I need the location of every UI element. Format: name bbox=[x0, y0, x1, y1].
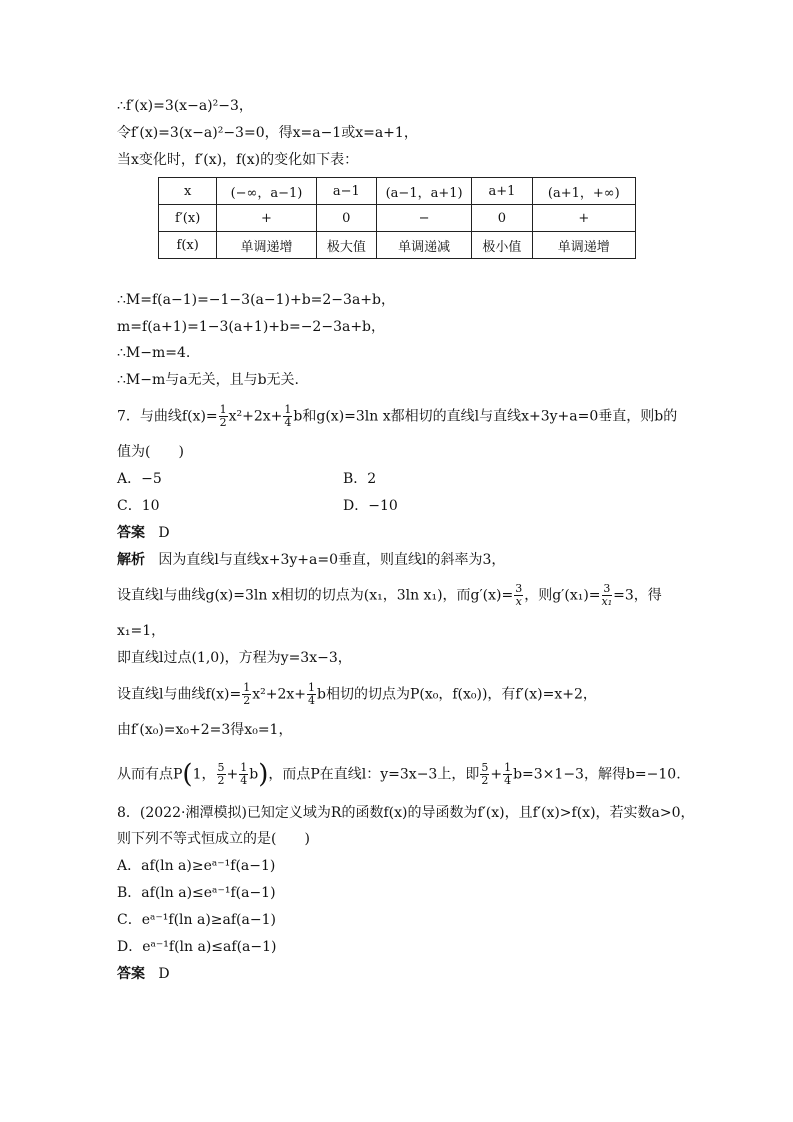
fraction bbox=[480, 762, 489, 787]
answer-line bbox=[117, 964, 170, 984]
option-d: D．−10 bbox=[343, 498, 398, 514]
answer-label: 答案 bbox=[117, 525, 145, 541]
text-span: b相切的切点为P(x₀，f(x₀))，有f′(x)=x+2， bbox=[317, 686, 597, 703]
text-line: 令f′(x)=3(x−a)²−3=0，得x=a−1或x=a+1， bbox=[117, 125, 418, 141]
fraction-denominator: 4 bbox=[504, 774, 512, 787]
fraction bbox=[239, 762, 248, 787]
fraction-numerator: 1 bbox=[504, 761, 512, 774]
text-line: ∴M−m=4. bbox=[117, 345, 191, 361]
table-cell: − bbox=[377, 205, 472, 232]
text-line: m=f(a+1)=1−3(a+1)+b=−2−3a+b， bbox=[117, 319, 386, 335]
fraction-numerator: 1 bbox=[219, 403, 227, 416]
text-span: + bbox=[226, 766, 239, 783]
answer-value: D bbox=[158, 966, 170, 982]
text-line: 即直线l过点(1,0)，方程为y=3x−3， bbox=[117, 650, 352, 666]
table-cell: + bbox=[217, 205, 316, 232]
text-span: b bbox=[249, 766, 259, 783]
question-8-stem: 8．(2022·湘潭模拟)已知定义域为R的函数f(x)的导函数为f′(x)，且f′(x)>f(x)，若实数a>0， bbox=[117, 805, 695, 821]
text-span: 因为直线l与直线x+3y+a=0垂直，则直线l的斜率为3， bbox=[158, 552, 506, 568]
fraction-denominator: 2 bbox=[243, 694, 251, 707]
text-span: 设直线l与曲线g(x)=3ln x相切的切点为(x₁，3ln x₁)，而g′(x)= bbox=[117, 587, 514, 604]
fraction-numerator: 1 bbox=[243, 681, 251, 694]
table-row bbox=[159, 232, 636, 259]
text-line: ∴f′(x)=3(x−a)²−3， bbox=[117, 98, 253, 114]
fraction-denominator: x₁ bbox=[601, 595, 613, 608]
fraction bbox=[217, 762, 226, 787]
option-d: D．eᵃ⁻¹f(ln a)≤af(a−1) bbox=[117, 939, 277, 955]
analysis-line bbox=[117, 583, 662, 608]
text-span: b=3×1−3，解得b=−10. bbox=[513, 766, 681, 783]
analysis-line bbox=[117, 759, 681, 790]
fraction-denominator: 2 bbox=[481, 774, 489, 787]
option-b: B．af(ln a)≤eᵃ⁻¹f(a−1) bbox=[117, 885, 276, 901]
option-c: C．eᵃ⁻¹f(ln a)≥af(a−1) bbox=[117, 912, 276, 928]
text-line: 当x变化时，f′(x)，f(x)的变化如下表： bbox=[117, 152, 359, 168]
fraction-denominator: 2 bbox=[219, 416, 227, 429]
analysis-label: 解析 bbox=[117, 552, 145, 568]
table-cell: 极大值 bbox=[316, 232, 376, 259]
option-a: A．−5 bbox=[117, 471, 162, 487]
text-line: 则下列不等式恒成立的是( ) bbox=[117, 831, 310, 847]
text-span: ，而点P在直线l：y=3x−3上，即 bbox=[268, 766, 480, 783]
fraction bbox=[242, 682, 251, 707]
text-span: + bbox=[490, 766, 503, 783]
table-cell: f(x) bbox=[159, 232, 217, 259]
text-span: 设直线l与曲线f(x)= bbox=[117, 686, 242, 703]
answer-value: D bbox=[158, 525, 170, 541]
text-line: 值为( ) bbox=[117, 444, 184, 460]
paren-left-icon: ( bbox=[182, 759, 193, 790]
text-span: 7．与曲线f(x)= bbox=[117, 408, 218, 425]
text-span: x²+2x+ bbox=[252, 686, 306, 703]
analysis-line bbox=[117, 550, 505, 570]
table-cell: a+1 bbox=[472, 178, 532, 205]
table-cell: a−1 bbox=[316, 178, 376, 205]
answer-label: 答案 bbox=[117, 966, 145, 982]
text-line: ∴M−m与a无关，且与b无关. bbox=[117, 372, 300, 388]
text-line: 由f′(x₀)=x₀+2=3得x₀=1， bbox=[117, 722, 293, 738]
option-b: B．2 bbox=[343, 471, 377, 487]
fraction bbox=[503, 762, 512, 787]
table-cell: 单调递增 bbox=[532, 232, 635, 259]
table-row bbox=[159, 178, 636, 205]
text-span: b和g(x)=3ln x都相切的直线l与直线x+3y+a=0垂直，则b的 bbox=[293, 408, 678, 425]
table-cell: (a−1，a+1) bbox=[377, 178, 472, 205]
fraction-numerator: 3 bbox=[515, 582, 523, 595]
fraction bbox=[283, 404, 292, 429]
text-span: 从而有点P bbox=[117, 766, 183, 783]
text-line: x₁=1， bbox=[117, 623, 166, 639]
text-span: =3，得 bbox=[613, 587, 662, 604]
text-span: ，则g′(x₁)= bbox=[524, 587, 601, 604]
fraction bbox=[602, 583, 613, 608]
fraction-numerator: 1 bbox=[308, 681, 315, 694]
fraction-denominator: 4 bbox=[284, 416, 292, 429]
analysis-line bbox=[117, 682, 597, 707]
table-cell: 极小值 bbox=[472, 232, 532, 259]
paren-right-icon: ) bbox=[258, 759, 269, 790]
table-cell: 单调递减 bbox=[377, 232, 472, 259]
table-cell: 单调递增 bbox=[217, 232, 316, 259]
fraction-denominator: 4 bbox=[308, 694, 315, 707]
fraction-denominator: 2 bbox=[217, 774, 225, 787]
table-cell: 0 bbox=[472, 205, 532, 232]
table-cell: f′(x) bbox=[159, 205, 217, 232]
option-c: C．10 bbox=[117, 498, 160, 514]
text-span: 1， bbox=[192, 766, 216, 783]
table-cell: 0 bbox=[316, 205, 376, 232]
fraction-numerator: 3 bbox=[603, 582, 611, 595]
fraction bbox=[514, 583, 523, 608]
fraction-numerator: 5 bbox=[217, 761, 225, 774]
fraction-denominator: 4 bbox=[240, 774, 248, 787]
table-cell: (a+1，+∞) bbox=[532, 178, 635, 205]
table-row bbox=[159, 205, 636, 232]
fraction-numerator: 5 bbox=[481, 761, 489, 774]
table-cell: (−∞，a−1) bbox=[217, 178, 316, 205]
table-cell: x bbox=[159, 178, 217, 205]
fraction bbox=[219, 404, 228, 429]
fraction-numerator: 1 bbox=[240, 761, 248, 774]
fraction bbox=[307, 682, 316, 707]
variation-table bbox=[158, 177, 636, 259]
fraction-denominator: x bbox=[515, 595, 522, 608]
answer-line bbox=[117, 523, 170, 543]
text-span: x²+2x+ bbox=[228, 408, 283, 425]
question-7-stem bbox=[117, 404, 677, 429]
fraction-numerator: 1 bbox=[284, 403, 292, 416]
table-cell: + bbox=[532, 205, 635, 232]
option-a: A．af(ln a)≥eᵃ⁻¹f(a−1) bbox=[117, 858, 276, 874]
text-line: ∴M=f(a−1)=−1−3(a−1)+b=2−3a+b， bbox=[117, 292, 395, 308]
